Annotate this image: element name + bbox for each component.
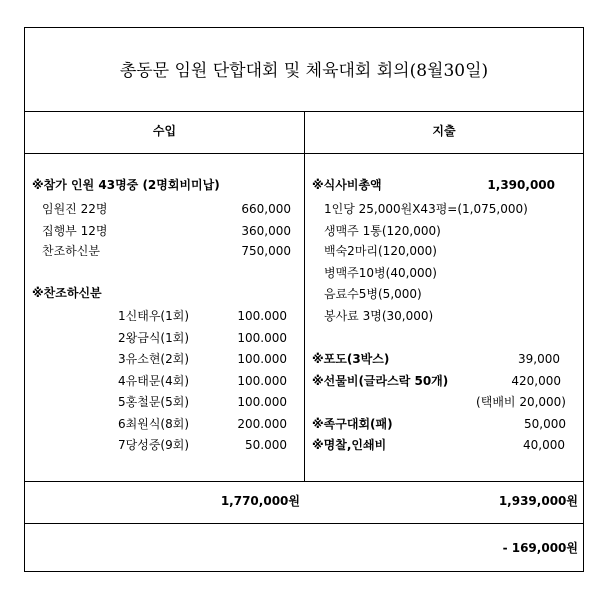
income-total: 1,770,000원 — [220, 494, 300, 508]
gift-label: ※선물비(글라스락 50개) — [312, 374, 449, 388]
donor-name: 5홍철문(5회) — [118, 395, 190, 409]
attendance-amount: 750,000 — [241, 244, 291, 258]
column-divider — [304, 111, 305, 481]
meal-heading: ※식사비총액 — [312, 178, 382, 192]
grape-label: ※포도(3박스) — [312, 352, 390, 366]
meal-total: 1,390,000 — [487, 178, 555, 192]
plaque-amount: 50,000 — [524, 417, 566, 431]
donor-name: 3유소현(2회) — [118, 352, 190, 366]
attendance-amount: 360,000 — [241, 224, 291, 238]
meal-item: 1인당 25,000원X43평=(1,075,000) — [324, 202, 528, 216]
meal-item: 병맥주10병(40,000) — [324, 266, 437, 280]
meeting-report-table — [24, 27, 584, 572]
donor-name: 2왕금식(1회) — [118, 331, 190, 345]
divider — [25, 481, 583, 482]
balance-total: - 169,000원 — [502, 541, 578, 555]
attendance-label: 집행부 12명 — [42, 224, 108, 238]
donor-amount: 50.000 — [245, 438, 287, 452]
gift-amount: 420,000 — [511, 374, 561, 388]
expense-header: 지출 — [432, 124, 456, 138]
meal-item: 음료수5병(5,000) — [324, 287, 422, 301]
meal-item: 봉사료 3명(30,000) — [324, 309, 434, 323]
donor-name: 6최원식(8회) — [118, 417, 190, 431]
donor-amount: 100.000 — [237, 374, 287, 388]
donor-name: 1신태우(1회) — [118, 309, 190, 323]
attendance-label: 찬조하신분 — [42, 244, 100, 258]
donor-amount: 200.000 — [237, 417, 287, 431]
donor-heading: ※찬조하신분 — [32, 286, 102, 300]
donor-amount: 100.000 — [237, 352, 287, 366]
grape-amount: 39,000 — [518, 352, 560, 366]
expense-total: 1,939,000원 — [498, 494, 578, 508]
print-amount: 40,000 — [523, 438, 565, 452]
gift-note: (택배비 20,000) — [476, 395, 566, 409]
attendance-amount: 660,000 — [241, 202, 291, 216]
meal-item: 생맥주 1통(120,000) — [324, 224, 441, 238]
meal-item: 백숙2마리(120,000) — [324, 244, 437, 258]
attendance-label: 임원진 22명 — [42, 202, 108, 216]
donor-amount: 100.000 — [237, 309, 287, 323]
divider — [25, 523, 583, 524]
print-label: ※명찰,인쇄비 — [312, 438, 387, 452]
report-title: 총동문 임원 단합대회 및 체육대회 회의(8월30일) — [119, 61, 489, 81]
attendance-heading: ※참가 인원 43명중 (2명회비미납) — [32, 178, 220, 192]
plaque-label: ※족구대회(패) — [312, 417, 393, 431]
donor-name: 7당성중(9회) — [118, 438, 190, 452]
donor-name: 4유태문(4회) — [118, 374, 190, 388]
donor-amount: 100.000 — [237, 395, 287, 409]
donor-amount: 100.000 — [237, 331, 287, 345]
income-header: 수입 — [152, 124, 177, 138]
